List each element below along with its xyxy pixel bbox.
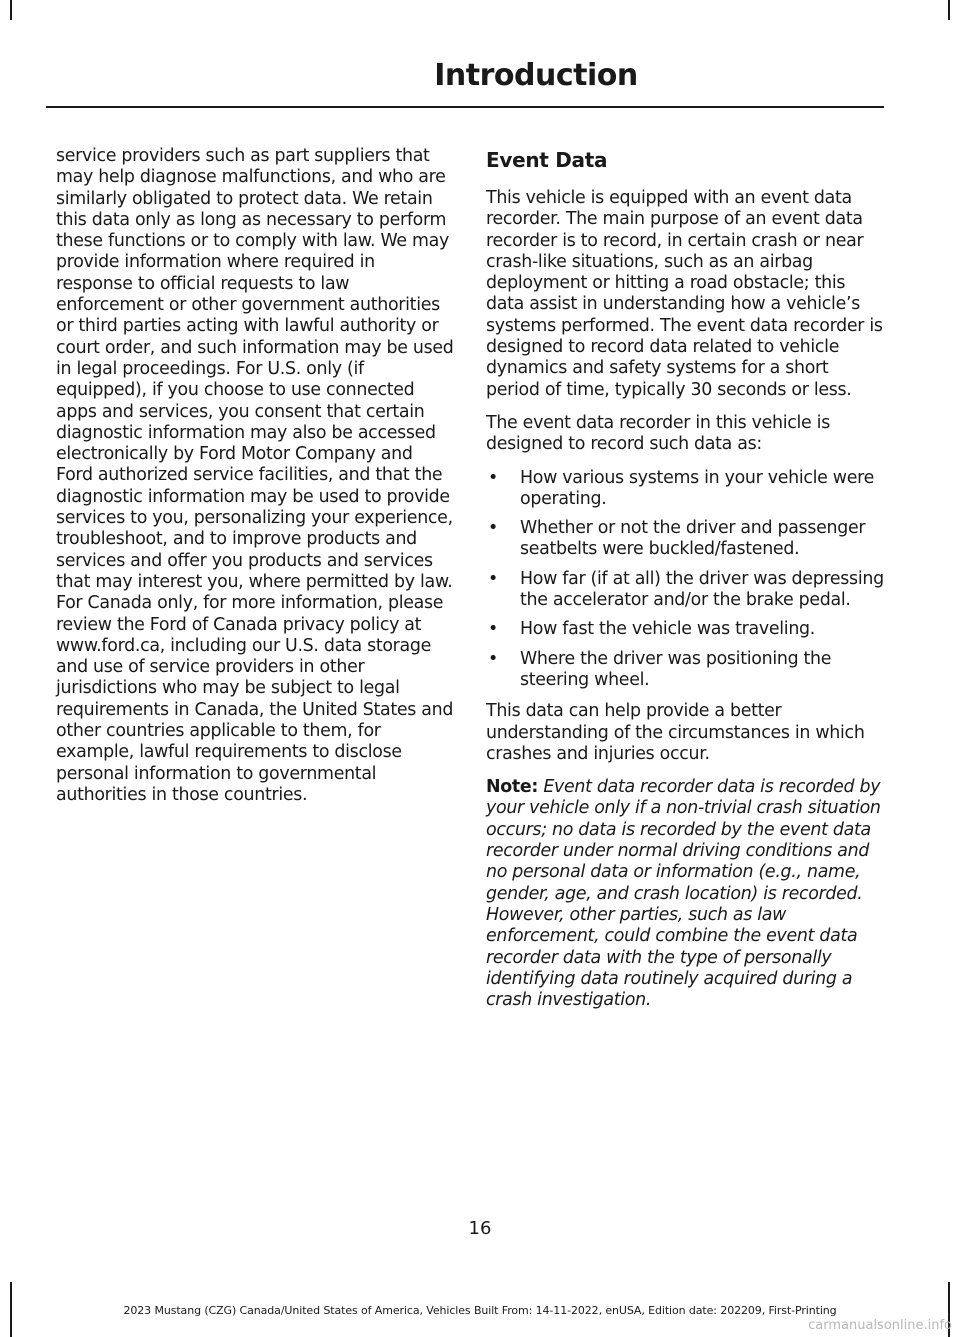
list-item — [486, 468, 886, 511]
crop-mark-top-left — [10, 0, 12, 20]
bullet-icon: • — [488, 467, 498, 488]
crop-mark-top-right — [948, 0, 950, 20]
list-item-text: How far (if at all) the driver was depressing the accelerator and/or the brake pedal. — [520, 568, 884, 611]
left-column — [56, 146, 454, 818]
list-item-text: Whether or not the driver and passenger seatbelts were buckled/fastened. — [520, 518, 866, 560]
section-heading-event-data: Event Data — [486, 148, 608, 172]
list-item — [486, 649, 886, 692]
note-paragraph — [486, 777, 886, 1011]
page-footer: 2023 Mustang (CZG) Canada/United States of America, Vehicles Built From: 14-11-2022, enUSA, Edition date: 202209, First-Printing — [123, 1304, 837, 1317]
event-data-list — [486, 468, 886, 692]
watermark: carmanualsonline.info — [808, 1318, 952, 1333]
event-data-intro: This vehicle is equipped with an event data recorder. The main purpose of an event data recorder is to record, in certain crash or near crash-like situations, such as an airbag deployment or hitting a road obstacle; this data assist in understanding how a vehicle’s systems performed. The event data recorder is designed to record data related to vehicle dynamics and safety systems for a short period of time, typically 30 seconds or less. — [486, 188, 883, 400]
list-item-text: Where the driver was positioning the steering wheel. — [520, 648, 832, 690]
list-item-text: How various systems in your vehicle were operating. — [520, 467, 874, 509]
page-number: 16 — [468, 1218, 492, 1239]
page-title: Introduction — [434, 58, 638, 93]
right-column — [486, 146, 886, 1023]
bullet-icon: • — [488, 518, 498, 539]
header-divider — [46, 106, 884, 108]
bullet-icon: • — [488, 568, 498, 589]
list-item — [486, 619, 886, 640]
note-text: Event data recorder data is recorded by your vehicle only if a non-trivial crash situation occurs; no data is recorded by the event data recorder under normal driving conditions and no personal data or information (e.g., name, gender, age, and crash location) is recorded. However, other parties, such as law enforcement, could combine the event data recorder data with the type of personally identifying data routinely acquired during a crash investigation. — [486, 777, 881, 1011]
bullet-icon: • — [488, 648, 498, 669]
event-data-list-intro: The event data recorder in this vehicle is designed to record such data as: — [486, 412, 830, 455]
list-item — [486, 518, 886, 561]
privacy-paragraph: service providers such as part suppliers that may help diagnose malfunctions, and who are similarly obligated to protect data. We retain this data only as long as necessary to perform these functions or to comply with law. We may provide information where required in response to official requests to law enforcement or other government authorities or third parties acting with lawful authority or court order, and such information may be used in legal proceedings. For U.S. only (if equipped), if you choose to use connected apps and services, you consent that certain diagnostic information may also be accessed electronically by Ford Motor Company and Ford authorized service facilities, and that the diagnostic information may be used to provide services to you, personalizing your experience, troubleshoot, and to improve products and services and offer you products and services that may interest you, where permitted by law. For Canada only, for more information, please review the Ford of Canada privacy policy at www.ford.ca, including our U.S. data storage and use of service providers in other jurisdictions who may be subject to legal requirements in Canada, the United States and other countries applicable to them, for example, lawful requirements to disclose personal information to governmental authorities in those countries. — [56, 146, 454, 805]
list-item-text: How fast the vehicle was traveling. — [520, 619, 816, 640]
bullet-icon: • — [488, 619, 498, 640]
list-item — [486, 569, 886, 612]
event-data-closing: This data can help provide a better understanding of the circumstances in which crashes and injuries occur. — [486, 701, 865, 764]
note-label: Note: — [486, 777, 539, 798]
